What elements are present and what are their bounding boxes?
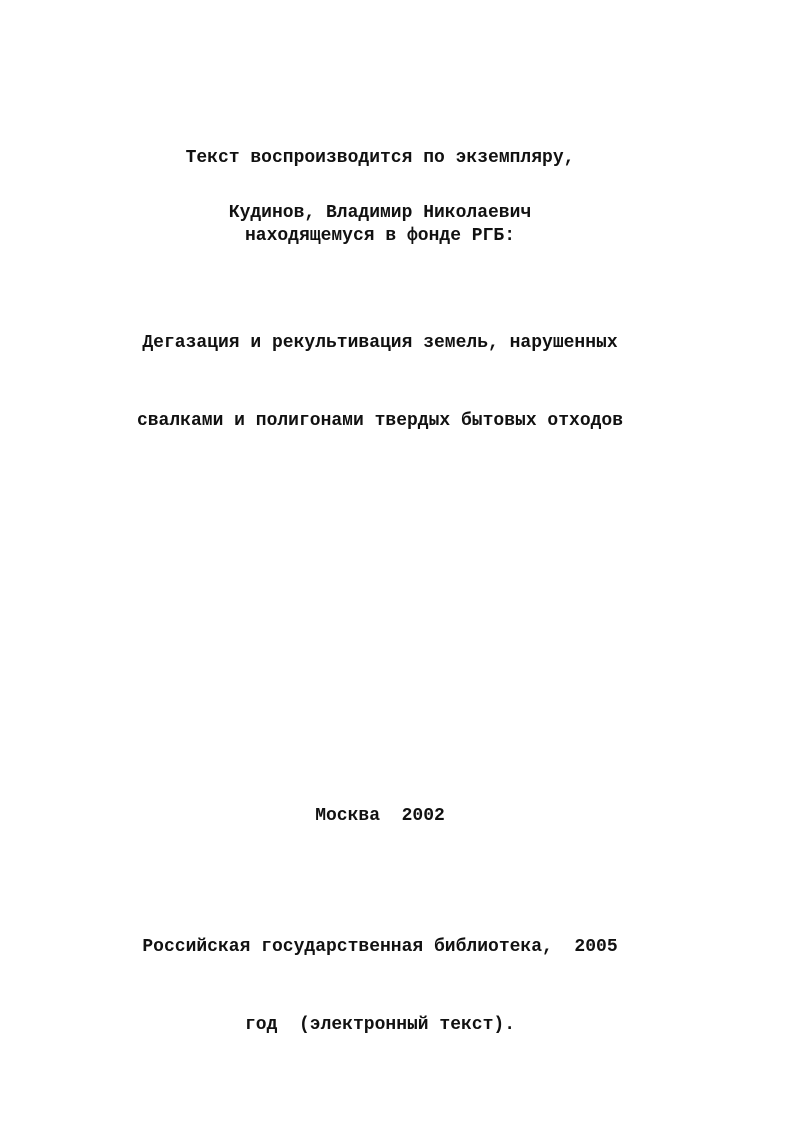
reproduction-notice <box>0 93 760 275</box>
document-title <box>0 278 760 460</box>
document-title-line-2: свалками и полигонами твердых бытовых отходов <box>136 411 624 431</box>
library-note-line-1: Российская государственная библиотека, 2005 <box>142 937 618 957</box>
document-title-line-1: Дегазация и рекультивация земель, нарушенных <box>142 333 618 353</box>
reproduction-notice-line-1: Текст воспроизводится по экземпляру, <box>185 148 575 168</box>
reproduction-notice-line-2: находящемуся в фонде РГБ: <box>244 226 516 246</box>
author-name: Кудинов, Владимир Николаевич <box>228 203 532 223</box>
city-and-year: Москва 2002 <box>315 806 445 826</box>
library-note <box>0 882 760 1064</box>
library-note-line-2: год (электронный текст). <box>244 1015 516 1035</box>
